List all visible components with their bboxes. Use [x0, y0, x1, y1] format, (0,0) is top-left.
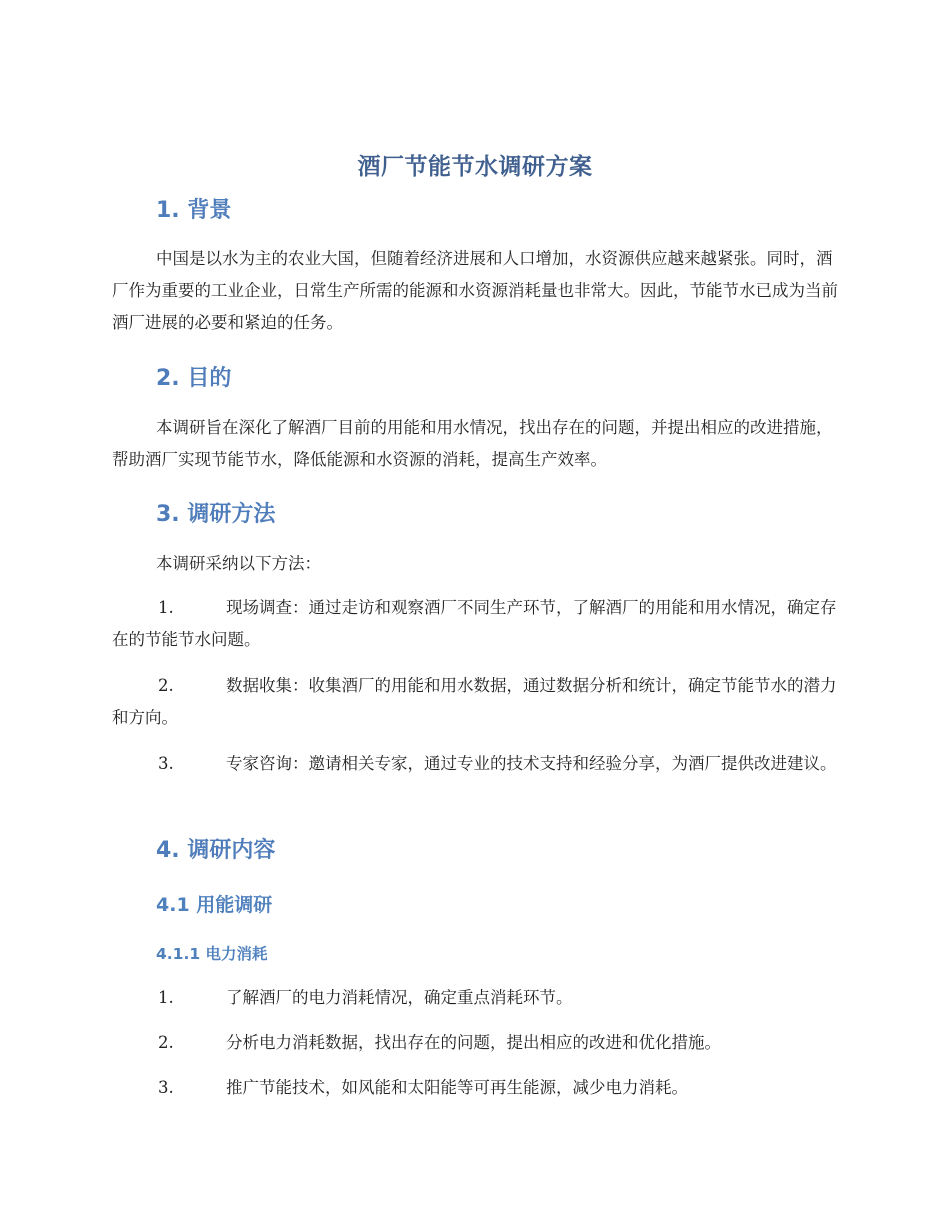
list-number: 1.	[158, 988, 174, 1007]
list-item-power-2	[112, 1027, 840, 1059]
list-text: 数据收集：收集酒厂的用能和用水数据，通过数据分析和统计，确定节能节水的潜力和方向。	[112, 676, 837, 727]
list-item-power-3	[112, 1072, 840, 1104]
list-text: 专家咨询：邀请相关专家，通过专业的技术支持和经验分享，为酒厂提供改进建议。	[226, 754, 837, 773]
list-item-method-3	[112, 748, 840, 780]
list-number: 3.	[158, 1078, 174, 1097]
list-number: 3.	[158, 754, 174, 773]
heading-power-consumption: 4.1.1 电力消耗	[156, 945, 268, 963]
list-text: 了解酒厂的电力消耗情况，确定重点消耗环节。	[226, 988, 573, 1007]
paragraph-method-intro: 本调研采纳以下方法：	[156, 554, 321, 573]
heading-purpose: 2. 目的	[156, 366, 232, 391]
list-item-method-2	[112, 670, 840, 734]
list-item-power-1	[112, 982, 840, 1014]
document-title: 酒厂节能节水调研方案	[357, 154, 593, 180]
heading-method: 3. 调研方法	[156, 502, 276, 527]
list-number: 2.	[158, 1033, 174, 1052]
heading-background: 1. 背景	[156, 198, 232, 223]
list-text: 现场调查：通过走访和观察酒厂不同生产环节，了解酒厂的用能和用水情况，确定存在的节能节水问题。	[112, 598, 837, 649]
list-item-method-1	[112, 592, 840, 656]
list-text: 推广节能技术，如风能和太阳能等可再生能源，减少电力消耗。	[226, 1078, 688, 1097]
list-number: 1.	[158, 598, 174, 617]
heading-content: 4. 调研内容	[156, 838, 276, 863]
paragraph-purpose: 本调研旨在深化了解酒厂目前的用能和用水情况，找出存在的问题，并提出相应的改进措施，帮助酒厂实现节能节水，降低能源和水资源的消耗，提高生产效率。	[112, 418, 833, 469]
heading-energy-survey: 4.1 用能调研	[156, 894, 273, 916]
list-number: 2.	[158, 676, 174, 695]
list-text: 分析电力消耗数据，找出存在的问题，提出相应的改进和优化措施。	[226, 1033, 721, 1052]
paragraph-background: 中国是以水为主的农业大国，但随着经济进展和人口增加，水资源供应越来越紧张。同时，酒厂作为重要的工业企业，日常生产所需的能源和水资源消耗量也非常大。因此，节能节水已成为当前酒厂进展的必要和紧迫的任务。	[112, 249, 838, 332]
